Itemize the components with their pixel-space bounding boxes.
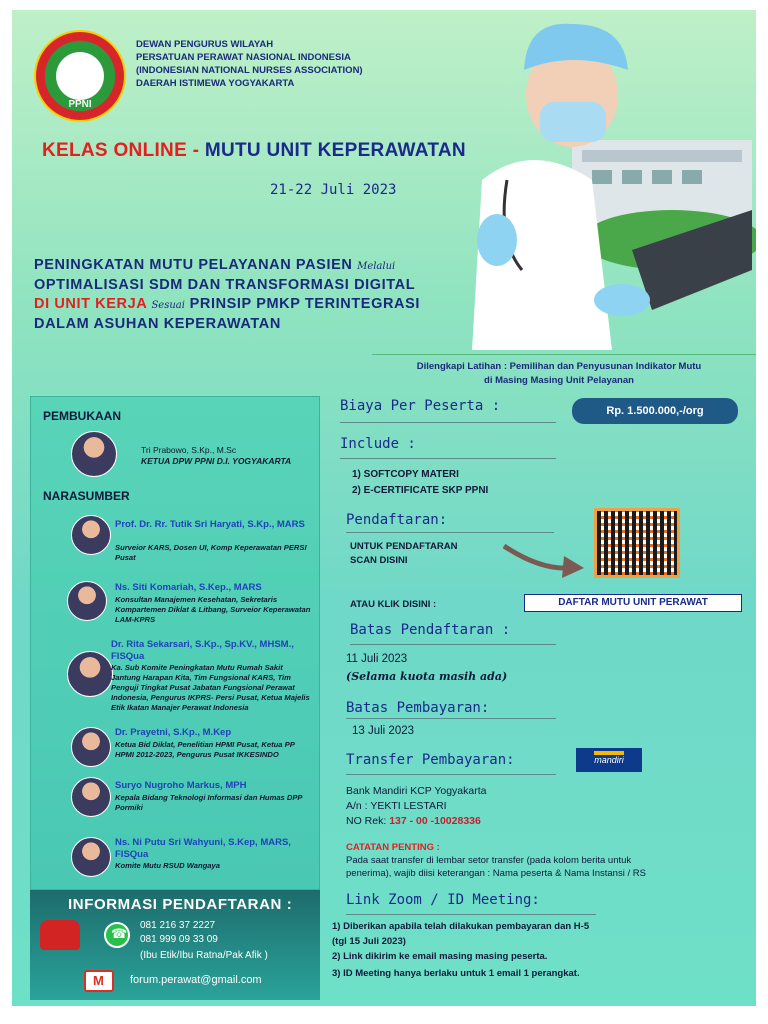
divider xyxy=(346,532,554,533)
transfer-label: Transfer Pembayaran: xyxy=(346,752,515,768)
batas-daftar-label: Batas Pendaftaran : xyxy=(350,622,511,638)
speaker-desc: Ketua Bid Diklat, Penelitian HPMI Pusat, Ketua PP HPMI 2012-2023, Pengurus Pusat IKKESINDO xyxy=(115,740,295,759)
bank-name: Bank Mandiri KCP Yogyakarta xyxy=(346,785,487,797)
class-topic: MUTU UNIT KEPERAWATAN xyxy=(204,140,466,161)
poster xyxy=(12,10,756,1006)
headline-line4: DALAM ASUHAN KEPERAWATAN xyxy=(34,316,281,332)
divider xyxy=(346,774,556,775)
speaker-name: Prof. Dr. Rr. Tutik Sri Haryati, S.Kp., MARS xyxy=(115,519,305,530)
narasumber-title: NARASUMBER xyxy=(43,489,130,503)
arrow-icon xyxy=(500,540,586,580)
divider xyxy=(350,644,556,645)
divider xyxy=(346,914,596,915)
speaker-name: Ns. Ni Putu Sri Wahyuni, S.Kep, MARS, FISQua xyxy=(115,837,291,860)
whatsapp-icon xyxy=(104,922,130,948)
avatar xyxy=(67,581,107,621)
catatan-title: CATATAN PENTING : xyxy=(346,842,440,853)
latihan-note xyxy=(382,360,736,388)
scan-text: UNTUK PENDAFTARAN xyxy=(350,541,458,552)
org-name xyxy=(136,38,363,90)
avatar xyxy=(67,651,113,697)
telephone-icon xyxy=(40,920,80,950)
catatan-text: Pada saat transfer di lembar setor transfer (pada kolom berita untuk xyxy=(346,855,632,866)
speaker-name: Suryo Nugroho Markus, MPH xyxy=(115,780,247,791)
opener-name: Tri Prabowo, S.Kp., M.Sc xyxy=(141,445,237,455)
batas-bayar-label: Batas Pembayaran: xyxy=(346,700,490,716)
account-number xyxy=(346,814,481,828)
email-address[interactable]: forum.perawat@gmail.com xyxy=(130,974,262,986)
scan-text: SCAN DISINI xyxy=(350,555,408,566)
nurse-illustration xyxy=(452,10,756,350)
opener-role: KETUA DPW PPNI D.I. YOGYAKARTA xyxy=(141,456,292,466)
headline-line3: PRINSIP PMKP TERINTEGRASI xyxy=(189,296,420,312)
divider xyxy=(372,354,756,355)
org-line: DEWAN PENGURUS WILAYAH xyxy=(136,39,274,50)
klik-label: ATAU KLIK DISINI : xyxy=(350,599,437,610)
zoom-item: 2) Link dikirim ke email masing masing peserta. xyxy=(332,951,548,962)
biaya-label: Biaya Per Peserta : xyxy=(340,398,501,414)
headline xyxy=(34,256,420,334)
headline-line2: OPTIMALISASI SDM DAN TRANSFORMASI DIGITAL xyxy=(34,277,416,293)
daftar-link[interactable]: DAFTAR MUTU UNIT PERAWAT xyxy=(524,594,742,612)
avatar xyxy=(71,837,111,877)
include-label: Include : xyxy=(340,436,416,452)
avatar xyxy=(71,431,117,477)
info-title: INFORMASI PENDAFTARAN : xyxy=(68,896,293,913)
gmail-icon xyxy=(84,970,114,992)
catatan-text: penerima), wajib diisi keterangan : Nama peserta & Nama Instansi / RS xyxy=(346,868,646,879)
zoom-item: 3) ID Meeting hanya berlaku untuk 1 email 1 perangkat. xyxy=(332,968,580,979)
logo-text: PPNI xyxy=(68,99,92,110)
speaker-desc: Kepala Bidang Teknologi Informasi dan Humas DPP Pormiki xyxy=(115,793,303,812)
include-item: 1) SOFTCOPY MATERI xyxy=(352,469,459,480)
headline-red: DI UNIT KERJA xyxy=(34,296,147,312)
speaker-name: Ns. Siti Komariah, S.Kep., MARS xyxy=(115,582,262,593)
norek-value: 137 - 00 -10028336 xyxy=(389,815,481,827)
mandiri-logo: mandiri xyxy=(576,748,642,772)
speaker-desc: Konsultan Manajemen Kesehatan, Sekretaris Kompartemen Diklat & Litbang, Surveior Keperawatan LAM-KPRS xyxy=(115,595,311,624)
headline-italic: Sesuai xyxy=(151,300,185,311)
org-line: PERSATUAN PERAWAT NASIONAL INDONESIA xyxy=(136,52,351,63)
class-prefix: KELAS ONLINE - xyxy=(42,140,205,161)
headline-italic: Melalui xyxy=(357,261,396,272)
speaker-desc: Ka. Sub Komite Peningkatan Mutu Rumah Sakit Jantung Harapan Kita, Tim Fungsional KARS, Tim Penguji Tingkat Pusat Jabatan Fungsional Perawat Indonesia, Pengurus IKPRS- Persi Pusat, Ketua Majelis Etik Ikatan Manajer Perawat Indonesia xyxy=(111,663,310,712)
zoom-item: 1) Diberikan apabila telah dilakukan pembayaran dan H-5 xyxy=(332,921,590,932)
ppni-logo xyxy=(34,30,126,122)
price-badge: Rp. 1.500.000,-/org xyxy=(572,398,738,424)
include-item: 2) E-CERTIFICATE SKP PPNI xyxy=(352,485,489,496)
headline-line1: PENINGKATAN MUTU PELAYANAN PASIEN xyxy=(34,257,353,273)
avatar xyxy=(71,727,111,767)
speaker-desc: Surveior KARS, Dosen UI, Komp Keperawatan PERSI Pusat xyxy=(115,543,307,562)
event-date: 21-22 Juli 2023 xyxy=(270,182,397,198)
contact-names: (Ibu Etik/Ibu Ratna/Pak Afik ) xyxy=(140,950,268,961)
zoom-label: Link Zoom / ID Meeting: xyxy=(346,892,540,908)
class-title xyxy=(42,140,466,162)
latihan-line: di Masing Masing Unit Pelayanan xyxy=(484,375,634,386)
speaker-name: Dr. Prayetni, S.Kp., M.Kep xyxy=(115,727,232,738)
account-holder: A/n : YEKTI LESTARI xyxy=(346,800,447,812)
divider xyxy=(340,458,556,459)
divider xyxy=(340,422,556,423)
avatar xyxy=(71,515,111,555)
qr-code[interactable] xyxy=(594,508,680,578)
divider xyxy=(346,718,556,719)
norek-label: NO Rek: xyxy=(346,815,390,827)
latihan-line: Dilengkapi Latihan : Pemilihan dan Penyusunan Indikator Mutu xyxy=(416,361,702,372)
avatar xyxy=(71,777,111,817)
phone-number[interactable]: 081 999 09 33 09 xyxy=(140,934,218,945)
org-line: (INDONESIAN NATIONAL NURSES ASSOCIATION) xyxy=(136,65,363,76)
batas-daftar-note: (Selama kuota masih ada) xyxy=(346,670,508,683)
speaker-name: Dr. Rita Sekarsari, S.Kp., Sp.KV., MHSM., FISQua xyxy=(111,639,294,662)
org-line: DAERAH ISTIMEWA YOGYAKARTA xyxy=(136,78,295,89)
zoom-item: (tgl 15 Juli 2023) xyxy=(332,936,406,947)
speaker-desc: Komite Mutu RSUD Wangaya xyxy=(115,861,220,870)
batas-bayar-date: 13 Juli 2023 xyxy=(352,725,415,737)
batas-daftar-date: 11 Juli 2023 xyxy=(346,653,408,665)
speakers-panel xyxy=(30,396,320,890)
phone-number[interactable]: 081 216 37 2227 xyxy=(140,920,216,931)
info-panel xyxy=(30,890,320,1000)
pembukaan-title: PEMBUKAAN xyxy=(43,409,121,423)
pendaftaran-label: Pendaftaran: xyxy=(346,512,448,528)
